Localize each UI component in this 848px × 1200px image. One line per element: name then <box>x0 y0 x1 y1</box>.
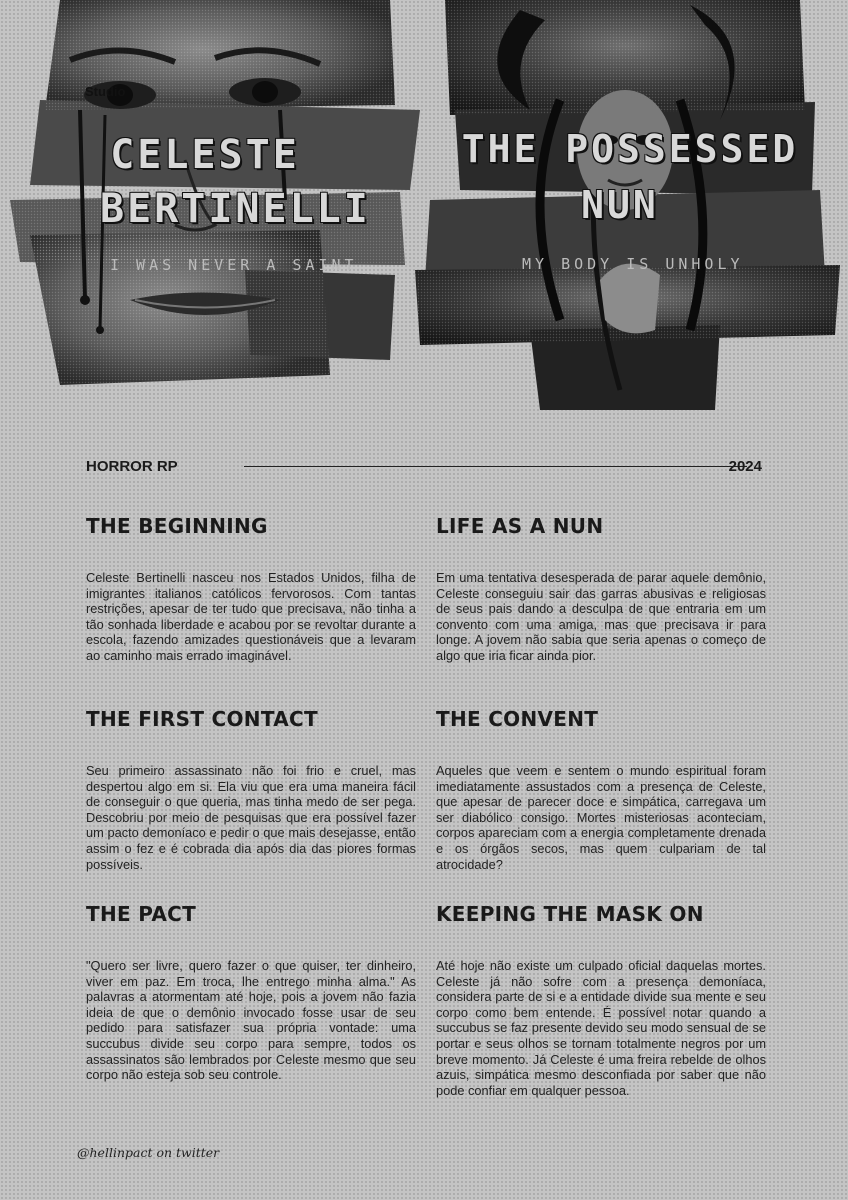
section-the-beginning <box>86 514 416 664</box>
section-the-first-contact <box>86 707 416 872</box>
section-title: THE FIRST CONTACT <box>86 707 318 731</box>
section-title: THE PACT <box>86 902 197 926</box>
section-title: LIFE AS A NUN <box>436 514 604 538</box>
genre-label: HORROR RP <box>86 458 178 475</box>
right-title-line1: THE POSSESSED <box>461 127 799 171</box>
section-keeping-the-mask-on <box>436 902 766 1098</box>
section-title: THE BEGINNING <box>86 514 268 538</box>
studio-label: Studio <box>85 84 126 99</box>
section-title: KEEPING THE MASK ON <box>436 902 704 926</box>
section-title: THE CONVENT <box>436 707 599 731</box>
section-body: Aqueles que veem e sentem o mundo espiritual foram imediatamente assustados com a presença de Celeste, que apesar de parecer doce e simpática, carregava um ser diabólico consigo. Mortes misteriosas aconteciam, corpos apareciam com a energia completamente drenada e os órgãos secos, mas quem culpariam de tal atrocidade? <box>436 763 766 872</box>
section-the-pact <box>86 902 416 1083</box>
section-body: Celeste Bertinelli nasceu nos Estados Unidos, filha de imigrantes italianos católicos fervorosos. Com tantas restrições, apesar de ter tudo que precisava, não tinha a tão sonhada liberdade e acabou por se revoltar durante a escola, fazendo amizades questionáveis que a levaram ao caminho mais errado imaginável. <box>86 570 416 663</box>
footer-credit: @hellinpact on twitter <box>77 1145 220 1160</box>
year-label: 2024 <box>728 458 762 475</box>
divider-line <box>244 466 747 467</box>
section-the-convent <box>436 707 766 872</box>
section-body: Seu primeiro assassinato não foi frio e cruel, mas despertou algo em si. Ela viu que era uma maneira fácil de conseguir o que queria, mas tinha medo de ser pega. Descobriu por meio de pesquisas que era possível fazer um pacto demoníaco e pedir o que mais desejasse, então assim o fez e é cobrada dia após dia das piores formas possíveis. <box>86 763 416 872</box>
right-tagline: MY BODY IS UNHOLY <box>522 255 744 273</box>
right-title-line2: NUN <box>581 183 659 227</box>
section-body: Em uma tentativa desesperada de parar aquele demônio, Celeste conseguiu sair das garras abusivas e religiosas de seus pais dando a desculpa de que entraria em um convento com uma amiga, mas que precisava ir para longe. A jovem não sabia que seria apenas o começo de algo que iria ficar ainda pior. <box>436 570 766 663</box>
section-body: "Quero ser livre, quero fazer o que quiser, ter dinheiro, viver em paz. Em troca, lhe entrego minha alma." As palavras a atormentam até hoje, pois a jovem não fazia ideia de que o demônio invocado fosse usar de seu pedido para satisfazer sua própria vontade: uma succubus divide seu corpo para sempre, todos os assassinatos são lembrados por Celeste mesmo que seu corpo não esteja sob seu controle. <box>86 958 416 1083</box>
left-tagline: I WAS NEVER A SAINT <box>110 256 358 274</box>
header-collage <box>0 0 848 420</box>
left-title-line1: CELESTE <box>110 132 300 178</box>
divider-row <box>86 456 762 478</box>
section-body: Até hoje não existe um culpado oficial daquelas mortes. Celeste já não sofre com a presença demoníaca, considera parte de si e a entidade divide sua mente e seu corpo como bem entende. É possível notar quando a succubus se faz presente devido seu modo sensual de se portar e seus olhos se tornam totalmente negros por um breve momento. Já Celeste é uma freira rebelde de olhos azuis, simpática mesmo desconfiada por saber que não pode confiar em qualquer pessoa. <box>436 958 766 1098</box>
section-life-as-a-nun <box>436 514 766 664</box>
left-title-line2: BERTINELLI <box>100 186 371 232</box>
